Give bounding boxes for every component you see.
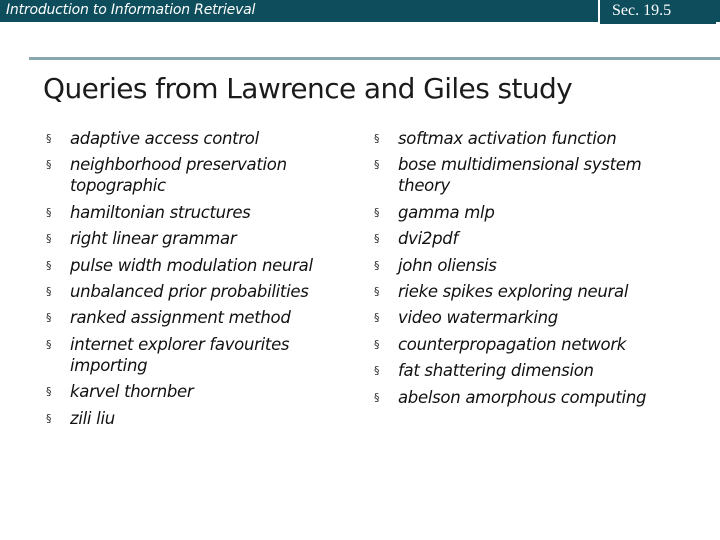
- list-item-text: ranked assignment method: [70, 308, 291, 328]
- list-item-text: karvel thornber: [70, 382, 194, 402]
- right-bullet-list: [374, 128, 674, 413]
- left-bullet-list: [46, 128, 336, 434]
- bullet-icon: §: [374, 337, 380, 351]
- list-item-text: zili liu: [70, 408, 115, 428]
- list-item-text: john oliensis: [398, 255, 497, 275]
- list-item-text: unbalanced prior probabilities: [70, 281, 309, 301]
- list-item: [46, 255, 336, 276]
- list-item-text: pulse width modulation neural: [70, 255, 313, 275]
- list-item-text: fat shattering dimension: [398, 361, 594, 381]
- bullet-icon: §: [46, 258, 52, 272]
- list-item: [374, 334, 674, 355]
- list-item-text: gamma mlp: [398, 202, 495, 222]
- bullet-icon: §: [374, 258, 380, 272]
- list-item: [374, 255, 674, 276]
- list-item: [46, 128, 336, 149]
- bullet-icon: §: [46, 311, 52, 325]
- list-item: [46, 381, 336, 402]
- list-item: [46, 154, 336, 196]
- slide-title: Queries from Lawrence and Giles study: [43, 72, 573, 105]
- list-item: [374, 307, 674, 328]
- list-item-text: rieke spikes exploring neural: [398, 281, 629, 301]
- bullet-icon: §: [46, 132, 52, 145]
- list-item: [374, 202, 674, 223]
- list-item: [374, 154, 674, 196]
- list-item-text: softmax activation function: [398, 129, 617, 148]
- bullet-icon: §: [374, 205, 380, 219]
- list-item: [46, 334, 336, 376]
- list-item-text: bose multidimensional system theory: [398, 155, 642, 196]
- list-item-text: video watermarking: [398, 308, 558, 328]
- list-item: [374, 128, 674, 149]
- list-item: [46, 408, 336, 429]
- bullet-icon: §: [46, 411, 52, 425]
- list-item: [374, 360, 674, 381]
- bullet-icon: §: [374, 132, 380, 145]
- list-item: [46, 307, 336, 328]
- bullet-icon: §: [374, 364, 380, 378]
- bullet-icon: §: [374, 232, 380, 246]
- list-item: [46, 281, 336, 302]
- bullet-icon: §: [46, 232, 52, 246]
- list-item: [374, 228, 674, 249]
- bullet-icon: §: [374, 390, 380, 404]
- list-item-text: adaptive access control: [70, 129, 259, 148]
- list-item-text: right linear grammar: [70, 229, 237, 249]
- list-item: [46, 202, 336, 223]
- title-divider: [29, 57, 720, 60]
- list-item-text: hamiltonian structures: [70, 202, 251, 222]
- list-item: [374, 387, 674, 408]
- course-title: Introduction to Information Retrieval: [6, 2, 256, 18]
- list-item-text: internet explorer favourites importing: [70, 334, 290, 375]
- bullet-icon: §: [46, 385, 52, 399]
- list-item: [374, 281, 674, 302]
- list-item-text: abelson amorphous computing: [398, 387, 647, 407]
- section-label: Sec. 19.5: [598, 0, 716, 24]
- bullet-icon: §: [374, 284, 380, 298]
- bullet-icon: §: [46, 337, 52, 351]
- list-item-text: counterpropagation network: [398, 334, 627, 354]
- bullet-icon: §: [374, 158, 380, 172]
- bullet-icon: §: [374, 311, 380, 325]
- bullet-icon: §: [46, 158, 52, 172]
- list-item-text: neighborhood preservation topographic: [70, 155, 287, 196]
- bullet-icon: §: [46, 284, 52, 298]
- list-item-text: dvi2pdf: [398, 229, 458, 249]
- list-item: [46, 228, 336, 249]
- bullet-icon: §: [46, 205, 52, 219]
